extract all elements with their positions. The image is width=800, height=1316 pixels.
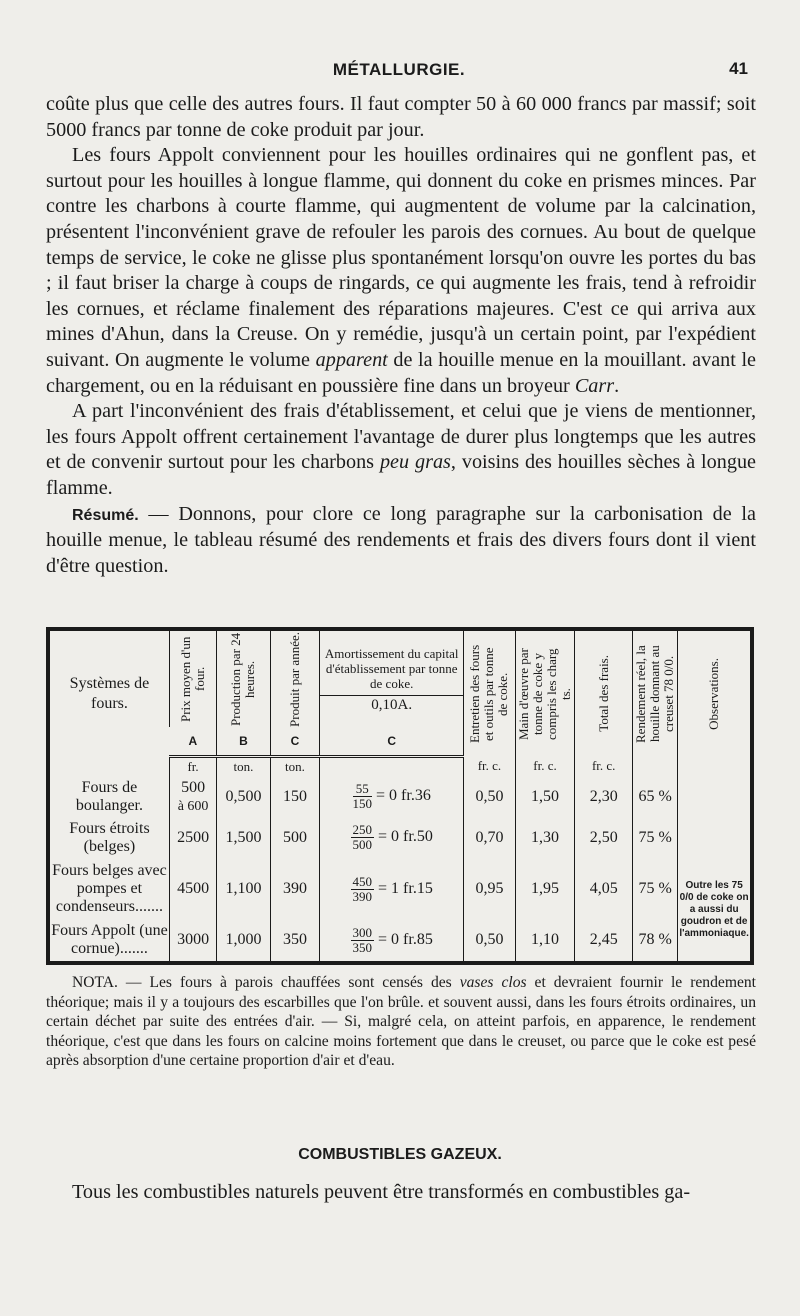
row-name: Fours belges avec pompes et condenseurs....... (52, 862, 167, 916)
paragraph-3-text: A part l'inconvénient des frais d'établissement, et celui que je viens de mentionner, les fours Appolt offrent certainement l'avantage de durer plus longtemps que les autres et de convenir surtout pour les charbons (46, 400, 756, 474)
row-name: Fours de boulanger. (75, 778, 143, 814)
row-total: 4,05 (575, 858, 633, 920)
header-entretien: Entretien des fours et outils par tonne de coke. (464, 631, 515, 757)
page-number: 41 (729, 59, 748, 78)
header-total: Total des frais. (575, 631, 633, 757)
row-production: 1,000 (217, 920, 271, 961)
paragraph-4-text: Donnons, pour clore ce long paragraphe sur la carbonisation de la houille menue, le tableau résumé des rendements et frais des divers fours dont il vient d'être question. (46, 502, 756, 577)
last-line: Tous les combustibles naturels peuvent être transformés en combustibles ga- (72, 1181, 691, 1203)
row-total: 2,45 (575, 920, 633, 961)
row-produit: 390 (270, 858, 319, 920)
row-amortissement: $\frac{55}{150}$ = 0 fr.36 (320, 776, 464, 817)
row-entretien: 0,70 (464, 817, 515, 858)
row-name: Fours étroits (belges) (69, 819, 150, 855)
header-produit: Produit par année. (270, 631, 319, 727)
nota-note: NOTA. — Les fours à parois chauffées sont censés des vases clos et devraient fournir le rendement théorique; mais il y a toujours des escarbilles que l'on brûle. et souvent aussi, dans les fours étroits ordinaires, un certain déchet par suite des entrées d'air. — Si, malgré cela, on atteint parfois, en apparence, le rendement théorique, c'est que dans les fours on calcine moins fortement que dans le creuset, ou parce que le coke est pesé après absorption d'une certaine proportion d'air et d'eau. (46, 974, 756, 1070)
header-production: Production par 24 heures. (217, 631, 271, 727)
row-prix: 4500 (169, 858, 216, 920)
row-main: 1,30 (515, 817, 575, 858)
row-rendement: 65 % (633, 776, 678, 817)
row-total: 2,50 (575, 817, 633, 858)
paragraph-3-tail: , voisins des houilles sèches à longue flamme. (46, 451, 756, 499)
row-main: 1,50 (515, 776, 575, 817)
emph-carr: Carr (574, 374, 615, 397)
unit-production: ton. (217, 757, 271, 777)
row-production: 1,500 (217, 817, 271, 858)
row-amortissement: $\frac{300}{350}$ = 0 fr.85 (320, 920, 464, 961)
row-rendement: 78 % (633, 920, 678, 961)
resume-label: Résumé. (72, 506, 139, 524)
unit-total: fr. c. (575, 757, 633, 777)
row-main: 1,10 (515, 920, 575, 961)
running-title: MÉTALLURGIE. (332, 60, 466, 79)
summary-table (46, 627, 754, 965)
row-main: 1,95 (515, 858, 575, 920)
row-production: 0,500 (217, 776, 271, 817)
header-observations: Observations. (678, 631, 750, 757)
running-header (50, 56, 748, 84)
header-prix: Prix moyen d'un four. (169, 631, 216, 727)
unit-main: fr. c. (515, 757, 575, 777)
row-produit: 500 (270, 817, 319, 858)
observation-note: Outre les 75 0/0 de coke on a aussi du goudron et de l'ammoniaque. (678, 858, 750, 961)
row-produit: 150 (270, 776, 319, 817)
unit-produit: ton. (270, 757, 319, 777)
col-letter-b: B (217, 727, 271, 757)
row-name: Fours Appolt (une cornue)....... (51, 922, 168, 958)
paragraph-2-tail: de la houille menue en la mouillant. avant le chargement, ou en la réduisant en poussière fine dans un broyeur (46, 348, 757, 397)
paragraph-1: coûte plus que celle des autres fours. Il faut compter 50 à 60 000 francs par massif; soit 5000 francs par tonne de coke produit par jour. (46, 93, 756, 141)
section-title: COMBUSTIBLES GAZEUX. (298, 1146, 502, 1163)
paragraph-2: Les fours Appolt conviennent pour les houilles ordinaires qui ne gonflent pas, et surtout pour les houilles à longue flamme, qui donnent du coke en prismes minces. Par contre les charbons à courte flamme, qui augmentent de volume par la calcination, présentent l'inconvénient grave de refouler les parois des cornues. Au bout de quelque temps de service, le coke ne glisse plus spontanément lorsqu'on ouvre les portes du bas ; il faut briser la charge à coups de ringards, ce qui augmente les frais, tend à refroidir les cornues, et réclame finalement des réparations majeures. C'est ce qui arriva aux mines d'Ahun, dans la Creuse. On y remédie, jusqu'à un certain point, par l'expédient suivant. On augmente le volume apparent de la houille menue en la mouillant. avant le chargement, ou en la réduisant en poussière fine dans un broyeur Carr. (46, 144, 757, 397)
row-prix: 2500 (169, 817, 216, 858)
table-row (50, 776, 750, 817)
row-entretien: 0,95 (464, 858, 515, 920)
amort-label: Amortissement du capital d'établissement par tonne de coke. (324, 645, 459, 691)
col-letter-c: C (270, 727, 319, 757)
row-prix: 500 à 600 (169, 776, 216, 817)
row-produit: 350 (270, 920, 319, 961)
row-entretien: 0,50 (464, 920, 515, 961)
row-amortissement: $\frac{250}{500}$ = 0 fr.50 (320, 817, 464, 858)
unit-entretien: fr. c. (464, 757, 515, 777)
header-rendement: Rendement réel, la houille donnant au creuset 78 0/0. (633, 631, 678, 757)
row-total: 2,30 (575, 776, 633, 817)
table-row (50, 858, 750, 920)
row-prix: 3000 (169, 920, 216, 961)
row-rendement: 75 % (633, 817, 678, 858)
resume-dash: — (138, 502, 179, 525)
row-production: 1,100 (217, 858, 271, 920)
summary-table-grid (50, 631, 750, 961)
units-row (50, 757, 750, 777)
table-row (50, 817, 750, 858)
body-text (46, 92, 756, 579)
header-systemes: Systèmes de fours. (69, 674, 150, 712)
row-amortissement: $\frac{450}{390}$ = 1 fr.15 (320, 858, 464, 920)
paragraph-3 (46, 399, 756, 501)
unit-prix: fr. (169, 757, 216, 777)
emph-vases-clos: vases clos (459, 974, 527, 991)
emph-peu-gras: peu gras (379, 451, 451, 474)
paragraph-4 (46, 502, 756, 580)
col-letter-a: A (169, 727, 216, 757)
header-main: Main d'œuvre par tonne de coke y compris les charg ts. (515, 631, 575, 757)
row-rendement: 75 % (633, 858, 678, 920)
amort-rate: 0,10A. (320, 695, 463, 713)
col-letter-c2: C (320, 727, 464, 757)
paragraph-2-text: Les fours Appolt conviennent pour les houilles ordinaires qui ne gonflent pas, et surtout pour les houilles à longue flamme, qui donnent du coke en prismes minces. Par contre les charbons à courte flamme, qui augmentent de volume par la calcination, présentent l'inconvénient grave de refouler les parois des cornues. Au bout de quelque temps de service, le coke ne glisse plus spontanément lorsqu'on ouvre les portes du bas ; il faut briser la charge à coups de ringards, ce qui augmente les frais, tend à refroidir les cornues, et réclame finalement des réparations majeures. C'est ce qui arriva aux mines d'Ahun, dans la Creuse. On y remédie, jusqu'à un certain point, par l'expédient suivant. On augmente le volume (46, 144, 756, 371)
row-entretien: 0,50 (464, 776, 515, 817)
header-amortissement (320, 631, 464, 727)
table-row (50, 920, 750, 961)
emph-apparent: apparent (315, 348, 388, 371)
nota-label: NOTA. (72, 974, 118, 991)
